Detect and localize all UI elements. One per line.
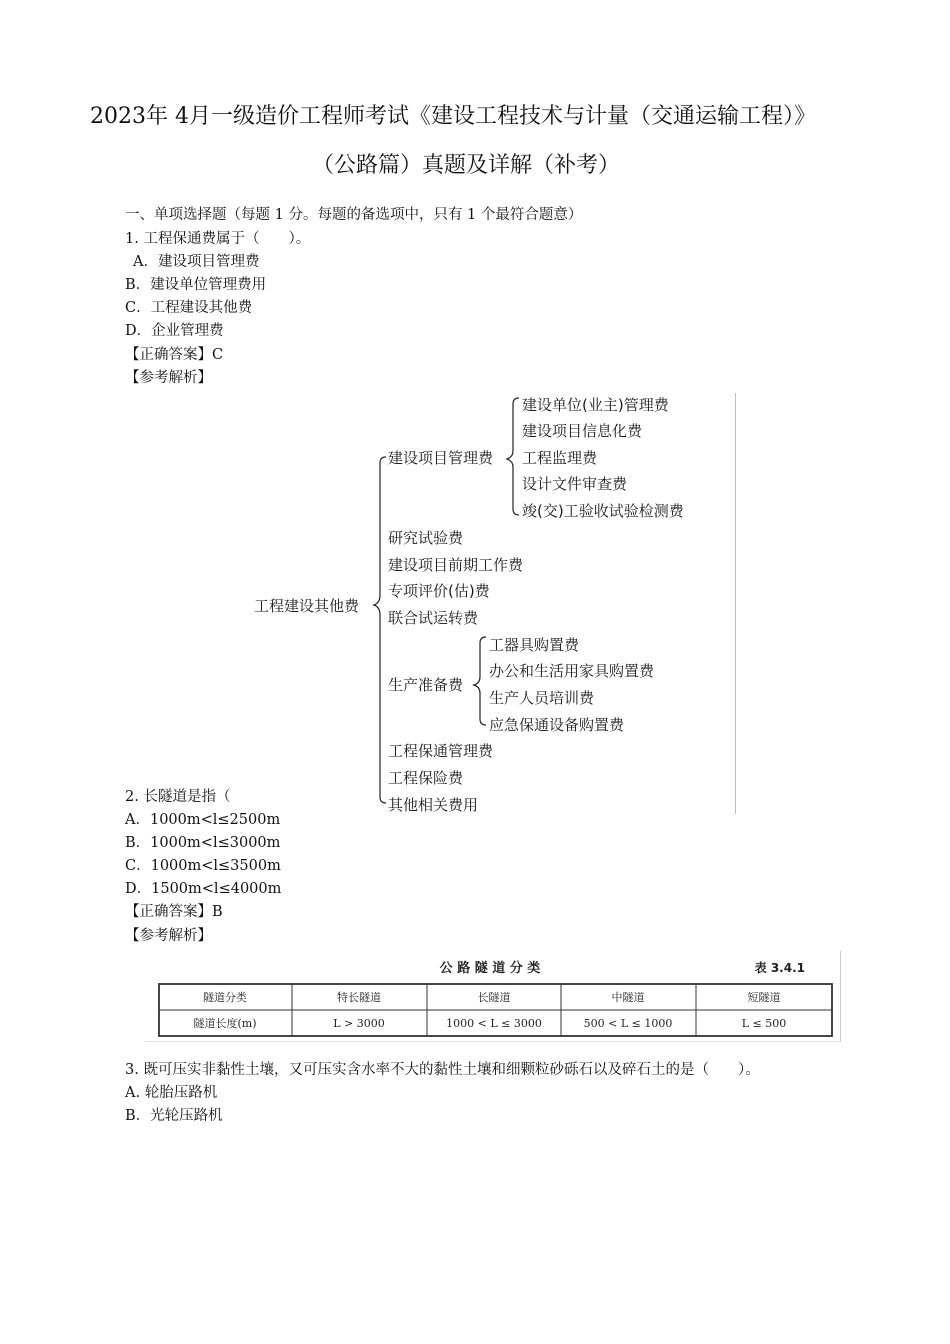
tree-branch1-item: 建设单位(业主)管理费 <box>522 396 669 414</box>
tree-tail-item: 工程保通管理费 <box>388 742 494 760</box>
tunnel-table <box>145 951 840 1041</box>
tunnel-table-cell: 1000 < L ≤ 3000 <box>446 1017 542 1030</box>
q2-analysis-label: 【参考解析】 <box>125 928 212 944</box>
q2-option-c: C．1000m<l≤3500m <box>125 858 281 874</box>
q1-answer: 【正确答案】C <box>125 347 224 363</box>
tree-root-label: 工程建设其他费 <box>254 597 360 615</box>
tree-middle-item: 专项评价(估)费 <box>388 582 490 600</box>
tree-tail-item: 其他相关费用 <box>388 796 479 814</box>
section-heading: 一、单项选择题（每题 1 分。每题的备选项中，只有 1 个最符合题意） <box>125 207 583 223</box>
q3-option-a: A. 轮胎压路机 <box>125 1085 218 1101</box>
root-brace <box>374 457 386 803</box>
tree-middle-item: 联合试运转费 <box>388 609 479 627</box>
tree-branch2-item: 工器具购置费 <box>489 636 580 654</box>
tunnel-table-cell: L ≤ 500 <box>741 1017 787 1030</box>
q1-option-d: D．企业管理费 <box>125 323 224 339</box>
tunnel-table-header: 中隧道 <box>611 991 645 1004</box>
tunnel-table-cell: 500 < L ≤ 1000 <box>583 1017 673 1030</box>
tunnel-table-caption: 公 路 隧 道 分 类 <box>439 961 541 976</box>
q2-answer: 【正确答案】B <box>125 904 223 920</box>
q2-option-b: B．1000m<l≤3000m <box>125 835 281 851</box>
tree-tail-item: 工程保险费 <box>388 769 464 787</box>
tunnel-table-cell: L > 3000 <box>333 1017 385 1030</box>
document-title-line-1: 2023年 4月一级造价工程师考试《建设工程技术与计量（交通运输工程）》 <box>90 104 816 129</box>
tree-branch1-item: 建设项目信息化费 <box>522 422 643 440</box>
branch1-brace <box>507 398 519 515</box>
tunnel-table-number: 表 3.4.1 <box>754 961 805 975</box>
fee-tree-figure <box>249 393 736 814</box>
tree-branch1-item: 竣(交)工验收试验检测费 <box>522 502 684 520</box>
tree-branch2-item: 应急保通设备购置费 <box>489 716 625 734</box>
q1-option-c: C．工程建设其他费 <box>125 300 253 316</box>
tunnel-table-header: 特长隧道 <box>337 991 381 1004</box>
tree-branch2-item: 办公和生活用家具购置费 <box>489 662 655 680</box>
q1-stem: 1. 工程保通费属于（ ）。 <box>125 231 311 247</box>
q1-analysis-label: 【参考解析】 <box>125 370 212 386</box>
q2-option-d: D．1500m<l≤4000m <box>125 881 282 897</box>
tree-middle-item: 建设项目前期工作费 <box>388 556 524 574</box>
q3-stem: 3. 既可压实非黏性土壤，又可压实含水率不大的黏性土壤和细颗粒砂砾石以及碎石土的是（ ）。 <box>125 1062 760 1078</box>
tunnel-table-header: 隧道分类 <box>203 991 247 1004</box>
q3-option-b: B．光轮压路机 <box>125 1108 223 1124</box>
q2-option-a: A．1000m<l≤2500m <box>125 812 281 828</box>
tree-branch1-item: 工程监理费 <box>522 449 598 467</box>
q2-stem: 2. 长隧道是指（ <box>125 789 231 805</box>
tunnel-table-cell: 隧道长度(m) <box>193 1017 257 1030</box>
document-title-line-2: （公路篇）真题及详解（补考） <box>312 153 621 178</box>
tunnel-table-header: 短隧道 <box>747 991 781 1004</box>
q1-option-b: B．建设单位管理费用 <box>125 277 267 293</box>
q1-option-a: A．建设项目管理费 <box>133 254 260 270</box>
tunnel-table-header: 长隧道 <box>477 991 511 1004</box>
branch2-brace <box>474 637 486 725</box>
tree-middle-item: 研究试验费 <box>388 529 464 547</box>
tree-branch1-item: 设计文件审查费 <box>522 475 628 493</box>
tree-branch2-label: 生产准备费 <box>388 676 464 694</box>
tree-branch2-item: 生产人员培训费 <box>489 689 595 707</box>
fee-tree-diagram <box>249 393 735 814</box>
tunnel-table-figure <box>145 951 841 1042</box>
tree-branch1-label: 建设项目管理费 <box>388 449 494 467</box>
